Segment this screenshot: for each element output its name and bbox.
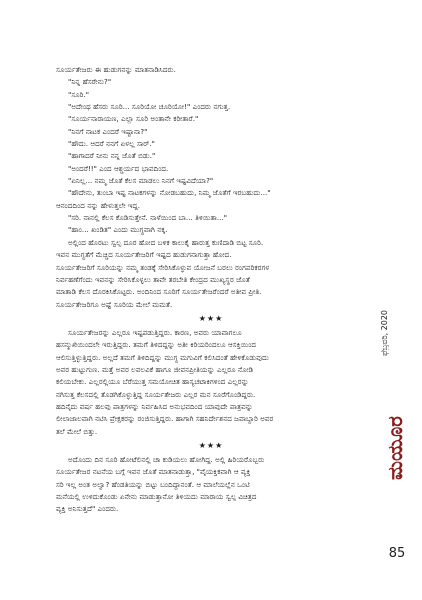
article-body [56,64,366,516]
text-line: "ಹಾಗಾದರೆ ನೀನು ನನ್ನ ಜೊತೆ ಬಿಡು." [68,151,156,161]
text-line: "ಹಾಂ... ಖಂಡಿತ" ಎಂದು ಮುಗ್ಧವಾಗಿ ನಕ್ಕ. [68,225,168,235]
text-line: ಅವರ ಹುಟ್ಟುಗುಣ. ಮತ್ತೆ ಅವರ ಲವಲವಿಕೆ ಹಾಗೂ ಜೀವನಪ್ರೀತಿಯನ್ನು ಎಲ್ಲರೂ ನೋಡಿ [56,364,254,374]
text-line: ಸೂರ್ಯತೇಜರ ನಟನೆಯ ಬಗ್ಗೆ ಇವನ ಜೊತೆ ಮಾತನಾಡುತ್ತಾ, "ವೈಯಕ್ತಿಕವಾಗಿ ಆ ವ್ಯಕ್ತಿ [56,467,251,477]
issue-date: ಫೆಬ್ರವರಿ, 2020 [380,309,389,357]
text-line: ಸೂರ್ಯತೇಜರಿಗೆ ಸೂರಿಯನ್ನು ನಮ್ಮ ತಂಡಕ್ಕೆ ಸೇರಿಸಿಕೊಳ್ಳುವ ಯೋಜನೆ ಬರಲು ರಂಗಪರಿಕರಗಳ [56,262,270,272]
text-line: "ಹೌದೇನು, ತುಂಬಾ ಇಷ್ಟ ನಾಟಕಗಳನ್ನು ನೋಡಬಹುದು, ನಿಮ್ಮ ಜೊತೆಗೆ ಇರಬಹುದು..." [68,188,271,198]
section-divider-stars: ★★★ [198,313,224,323]
text-line: ಸೂರ್ಯತೇಜರನ್ನು ಎಲ್ಲರೂ ಇಷ್ಟಪಡುತ್ತಿದ್ದರು. ಕಾರಣ, ಅವರು ಯಾವಾಗಲೂ [68,327,242,337]
text-line: ಹಸನ್ಮುಖಿಯಿಂದಲೇ ಇರುತ್ತಿದ್ದರು. ತಮಗೆ ತಿಳಿದದ್ದನ್ನು ಅತೀ ಕಿರಿಯರಿಂದಲೂ ಆಸಕ್ತಿಯಿಂದ [56,340,257,350]
text-line: ಸರಿ ಇಲ್ಲ ಅಂತ ಅಲ್ವಾ? ಹೆಂಡತಿಯನ್ನು ಬಿಟ್ಟು ಬಂದಿದ್ದಾನಂತೆ. ಆ ಮಾಲೆಯಲ್ಲೆನ ಒಂಟಿ [56,479,250,489]
text-line: ಮಾತಾಡಿ ಕೆಲಸ ದೊರಕಿಸಿಕೊಟ್ಟರು. ಅಂದಿನಿಂದ ಸೂರಿಗೆ ಸೂರ್ಯತೇಜರೆಂದರೆ ಅತೀವ ಪ್ರೀತಿ. [56,287,262,297]
text-line: "ಸೂರಿ." [68,89,90,99]
text-line: ತಲೆ ಮೇಲೆ ಬಿತ್ತು. [56,426,98,436]
text-line: ಆಲಿಸುತ್ತಿಳ್ಳುತ್ತಿದ್ದರು. ಅಲ್ಲದೆ ತಮಗೆ ತಿಳಿದಿದ್ದನ್ನು ಮುಗ್ಧ ಮಗುವಿಗೆ ಕಲಿಸಿದಂತೆ ಹೇಳಿಕೊಡುವುದು [56,352,269,362]
side-strip [380,258,410,554]
text-line: ಹದಿನೈದು ವರ್ಷ ಹಲವು ಪಾತ್ರಗಳನ್ನು ನಿರ್ವಹಿಸಿದ ಅನುಭವದಿಂದ ಯಾವುದೇ ಪಾತ್ರವನ್ನು [56,401,253,411]
text-line: ಕಲಿಯಬೇಕು. ಎಲ್ಲರಲ್ಲಿಯೂ ಬೆರೆಯುತ್ತ ಸಮಯೋಚಿತ ಹಾಸ್ಯಚಟಾಕಿಗಳಿಂದ ಎಲ್ಲರನ್ನು [56,377,249,387]
text-line: "ಏನಿಲ್ಲ... ನಮ್ಮ ಜೊತೆ ಕೆಲಸ ಮಾಡಲು ನಿನಗೆ ಇಷ್ಟವಿದೆಯಾ?" [68,176,214,186]
text-line: "ಅಂದರೆ!!" ಎಂದ ಆಶ್ಚರ್ಯದ ಭಾವದಿಂದ. [68,163,169,173]
text-line: ಸೂರ್ಯತೇಜರಿಗೂ ಅಷ್ಟೆ ಸೂರಿಯ ಮೇಲೆ ಮಮತೆ. [56,299,173,309]
text-line: "ನಿನಗೆ ನಾಟಕ ಎಂದರೆ ಇಷ್ಟಾನಾ?" [68,126,148,136]
text-line: "ಹೌದು. ಆದರೆ ನನಗೆ ಏಳಲ್ಲ ಸಾರ್." [68,139,155,149]
section-divider-stars: ★★★ [198,440,224,450]
text-line: ಇವನ ಮುಗ್ಧತೆಗೆ ಮೆಚ್ಚಿದ ಸೂರ್ಯತೇಜರಿಗೆ ಇಷ್ಟದ ಹುಡುಗನಾಗುತ್ತಾ ಹೋದ. [56,250,232,260]
text-line: ಆನಂದದಿಂದ ನನ್ನು ಹೇಳುತ್ತಲೇ ಇದ್ದ. [56,200,141,210]
text-line: "ಸೂರ್ಯನಾರಾಯಣ, ಎಲ್ಲಾ ಸೂರಿ ಅಂತಾನೇ ಕರೀತಾರೆ." [68,114,199,124]
text-line: "ಅದೇಂಥ ಹೆಸರು ಸೂರಿ... ಸೂರಿಯೋ ಚೂರಿಯೋ!" ಎಂದರು ನಗುತ್ತ. [68,102,231,112]
magazine-logo: ಮಯೂರ [383,416,407,480]
text-line: ನಿರ್ವಹಣೆಗೆಂದು ಇವನನ್ನು ಸೇರಿಸಿಕೊಳ್ಳಲು ತಾವೇ ತರಬೇತಿ ಕೇಂದ್ರದ ಮುಖ್ಯಸ್ಥರ ಜೊತೆ [56,274,250,284]
text-line: ಮನೆಯಲ್ಲಿ ಉಳಿದುಕೊಂಡು ಏನೇನು ಮಾಡುತ್ತಾನೋ ತಿಳಿಯದು ಮಾರಾಯ ಸ್ವಲ್ಪ ವಿಚಿತ್ರದ [56,492,257,501]
text-line: ಸೂರ್ಯತೇಜರು ಈ ಹುಡುಗನನ್ನು ಮಾತನಾಡಿಸಿದರು. [56,65,176,74]
text-line: ವ್ಯಕ್ತಿ ಅನಿಸುತ್ತದೆ" ಎಂದರು. [56,504,119,514]
text-line: ಲೀಲಾಜಾಲವಾಗಿ ನಟಿಸಿ ಪ್ರೇಕ್ಷಕರನ್ನು ರಂಜಿಸುತ್ತಿದ್ದರು. ಹಾಗಾಗಿ ಸಹನಿರ್ದೇಶನದ ಜವಾಬ್ದಾರಿ ಅವರ [56,414,274,424]
text-line: ನಗಿಸುತ್ತ ಕೆಲಸದಲ್ಲಿ ತೊಡಗಿಕೊಳ್ಳುತ್ತಿದ್ದ ಸೂರ್ಯತೇಜರು ಎಲ್ಲರ ಮನ ಸೂರೆಗೊಂಡಿದ್ದರು. [56,389,256,399]
text-line: "ಸರಿ. ನಾನಲ್ಲಿ ಕೆಲಸ ಕೊಡಿಸುತ್ತೇನೆ. ನಾಳೆಯಿಂದ ಬಾ... ತಿಳಿಯಿತಾ..." [68,213,228,223]
page-number: 85 [388,546,406,561]
text-line: ಅದೊಂದು ದಿನ ಸೂರಿ ಹೋಟೆಲಿನಲ್ಲಿ ಚಾ ಕುಡಿಯಲು ಹೋಗಿದ್ದ. ಅಲ್ಲಿ ಹಿರಿಯರೊಬ್ಬರು [68,454,265,464]
text-line: ಅಲ್ಲಿಂದ ಹೊರಟು ಸ್ವಲ್ಪ ದೂರ ಹೋದ ಬಳಿಕ ಕಾಲುಕೈ ಹಾರುತ್ತ ಕುಣಿದಾಡಿ ಬಿಟ್ಟ ಸೂರಿ. [68,237,264,247]
text-line: "ನಿನ್ನ ಹೆಸರೇನು?" [68,77,112,87]
